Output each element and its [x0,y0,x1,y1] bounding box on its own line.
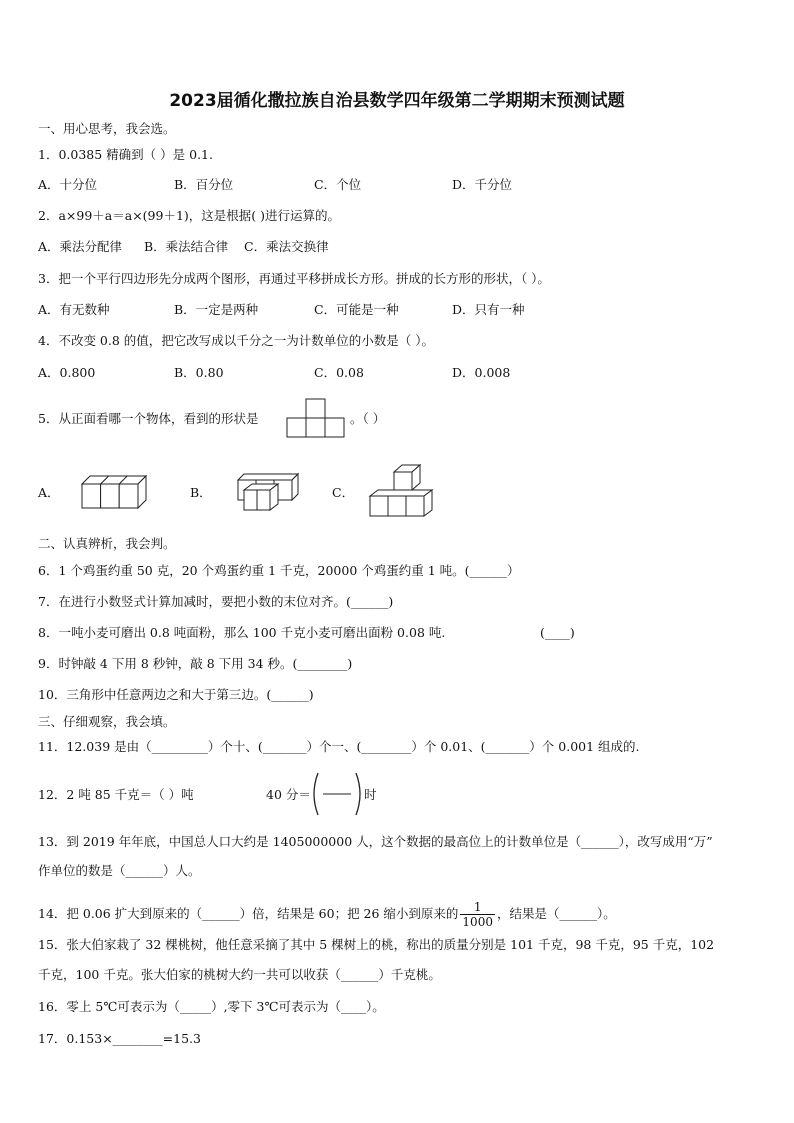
question-14-part-b: ，结果是（______）。 [496,906,616,921]
question-4: 4．不改变 0.8 的值，把它改写成以千分之一为计数单位的小数是（ ）。 [38,333,435,348]
q14-fraction-denominator: 1000 [462,915,493,929]
question-7: 7．在进行小数竖式计算加减时，要把小数的末位对齐。(______) [38,594,394,609]
question-9: 9．时钟敲 4 下用 8 秒钟，敲 8 下用 34 秒。(________) [38,656,353,671]
q5-option-c-figure [366,462,436,520]
question-17: 17．0.153×________=15.3 [38,1031,201,1046]
question-5-blank: 。（ ） [350,411,386,426]
q4-option-d[interactable]: D．0.008 [452,365,511,380]
question-14-part-a: 14．把 0.06 扩大到原来的（______）倍，结果是 60；把 26 缩小到原来的 [38,906,459,921]
question-15-line-1: 15．张大伯家栽了 32 棵桃树，他任意采摘了其中 5 棵树上的桃，称出的质量分别是 101 千克，98 千克，95 千克，102 [38,937,715,952]
q5-option-a-figure [78,466,154,512]
q3-option-b[interactable]: B．一定是两种 [174,302,259,317]
question-16: 16．零上 5℃可表示为（_____）,零下 3℃可表示为（____）。 [38,999,385,1014]
question-8: 8．一吨小麦可磨出 0.8 吨面粉，那么 100 千克小麦可磨出面粉 0.08 吨. [38,625,446,640]
q5-option-b[interactable]: B． [190,485,212,500]
q2-option-b[interactable]: B．乘法结合律 [144,239,229,254]
q1-option-d[interactable]: D．千分位 [452,177,513,192]
q14-fraction [460,900,495,929]
q14-fraction-numerator: 1 [460,900,495,915]
question-12-part-a: 12．2 吨 85 千克＝（ ）吨 [38,787,194,802]
question-8-blank: (____) [540,625,575,640]
q1-option-b[interactable]: B．百分位 [174,177,234,192]
q2-option-a[interactable]: A．乘法分配律 [38,239,123,254]
q1-option-c[interactable]: C．个位 [314,177,362,192]
q4-option-c[interactable]: C．0.08 [314,365,364,380]
question-2: 2．a×99＋a＝a×(99＋1)，这是根据( )进行运算的。 [38,208,341,223]
question-10: 10．三角形中任意两边之和大于第三边。(______) [38,687,314,702]
q5-front-view-figure [286,398,348,440]
section-2-heading: 二、认真辨析，我会判。 [38,536,176,551]
q3-option-d[interactable]: D．只有一种 [452,302,525,317]
q4-option-b[interactable]: B．0.80 [174,365,224,380]
question-14 [38,900,616,929]
q2-option-c[interactable]: C．乘法交换律 [244,239,329,254]
question-12-unit: 时 [364,787,377,802]
question-3: 3．把一个平行四边形先分成两个图形，再通过平移拼成长方形。拼成的长方形的形状，（ ）。 [38,271,550,286]
section-1-heading: 一、用心思考，我会选。 [38,121,176,136]
question-1: 1．0.0385 精确到（ ）是 0.1. [38,147,213,162]
question-6: 6．1 个鸡蛋约重 50 克，20 个鸡蛋约重 1 千克，20000 个鸡蛋约重 1 吨。(______） [38,563,520,578]
question-13-line-2: 作单位的数是（______）人。 [38,863,201,878]
q5-option-b-figure [228,472,302,514]
page-title: 2023届循化撒拉族自治县数学四年级第二学期期末预测试题 [169,91,625,111]
q3-option-a[interactable]: A．有无数种 [38,302,110,317]
question-11: 11．12.039 是由（_________）个十、(_______）个一、(________）个 0.01、(_______）个 0.001 组成的. [38,739,640,754]
q5-option-a[interactable]: A． [38,485,60,500]
question-15-line-2: 千克，100 千克。张大伯家的桃树大约一共可以收获（______）千克桃。 [38,967,441,982]
question-5-text: 5．从正面看哪一个物体，看到的形状是 [38,411,259,426]
q3-option-c[interactable]: C．可能是一种 [314,302,399,317]
q12-fraction-bracket [310,771,364,817]
q1-option-a[interactable]: A．十分位 [38,177,98,192]
question-13-line-1: 13．到 2019 年年底，中国总人口大约是 1405000000 人，这个数据的最高位上的计数单位是（______），改写成用“万” [38,834,713,849]
section-3-heading: 三、仔细观察，我会填。 [38,714,176,729]
q5-option-c[interactable]: C． [332,485,355,500]
question-12-part-b: 40 分＝ [266,787,311,802]
q4-option-a[interactable]: A．0.800 [38,365,96,380]
